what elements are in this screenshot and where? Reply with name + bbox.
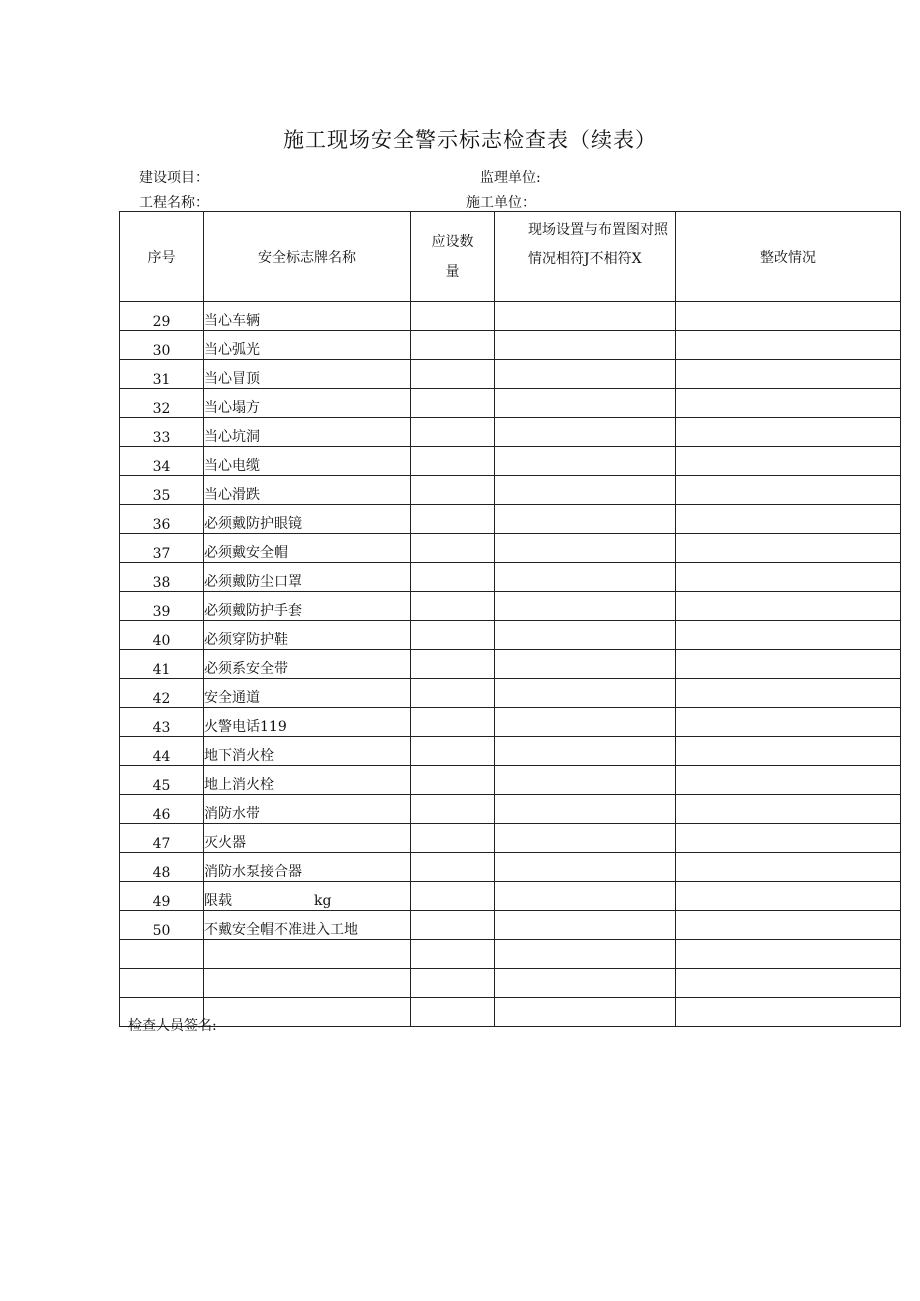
- row-index: [120, 940, 204, 969]
- table-row: [120, 940, 901, 969]
- table-row: [120, 447, 901, 476]
- sign-name-text: 消防水泵接合器: [204, 864, 302, 880]
- fix-cell[interactable]: [676, 882, 901, 911]
- check-cell[interactable]: [495, 302, 676, 331]
- required-cell[interactable]: [411, 592, 495, 621]
- sign-name-text: 地下消火栓: [204, 748, 274, 764]
- required-cell[interactable]: [411, 766, 495, 795]
- header-index: 序号: [120, 212, 204, 302]
- table-row: [120, 882, 901, 911]
- row-index: 30: [120, 331, 204, 360]
- required-cell[interactable]: [411, 360, 495, 389]
- required-cell[interactable]: [411, 940, 495, 969]
- fix-cell[interactable]: [676, 331, 901, 360]
- check-cell[interactable]: [495, 389, 676, 418]
- row-sign-name: [204, 418, 411, 447]
- required-cell[interactable]: [411, 650, 495, 679]
- check-cell[interactable]: [495, 795, 676, 824]
- sign-name-text: 地上消火栓: [204, 777, 274, 793]
- row-sign-name: [204, 737, 411, 766]
- row-index: 39: [120, 592, 204, 621]
- row-sign-name: [204, 534, 411, 563]
- check-cell[interactable]: [495, 534, 676, 563]
- check-cell[interactable]: [495, 679, 676, 708]
- construction-label: 施工单位：: [466, 195, 536, 211]
- row-sign-name: [204, 650, 411, 679]
- fix-cell[interactable]: [676, 737, 901, 766]
- row-sign-name: [204, 592, 411, 621]
- fix-cell[interactable]: [676, 302, 901, 331]
- fix-cell[interactable]: [676, 969, 901, 998]
- fix-cell[interactable]: [676, 795, 901, 824]
- table-row: [120, 708, 901, 737]
- row-index: 43: [120, 708, 204, 737]
- table-header-row: [120, 212, 901, 302]
- required-cell[interactable]: [411, 795, 495, 824]
- row-index: 42: [120, 679, 204, 708]
- table-row: [120, 389, 901, 418]
- row-index: 44: [120, 737, 204, 766]
- row-sign-name: [204, 940, 411, 969]
- table-row: [120, 563, 901, 592]
- row-sign-name: [204, 563, 411, 592]
- row-index: 37: [120, 534, 204, 563]
- row-sign-name: [204, 389, 411, 418]
- check-cell[interactable]: [495, 447, 676, 476]
- row-sign-name: [204, 708, 411, 737]
- check-cell[interactable]: [495, 824, 676, 853]
- fix-cell[interactable]: [676, 389, 901, 418]
- sign-name-text: 当心坑洞: [204, 429, 260, 445]
- fix-cell[interactable]: [676, 563, 901, 592]
- required-cell[interactable]: [411, 389, 495, 418]
- row-index: 29: [120, 302, 204, 331]
- row-index: 34: [120, 447, 204, 476]
- row-index: 49: [120, 882, 204, 911]
- header-check: 现场设置与布置图对照情况相符J不相符X: [495, 212, 676, 302]
- fix-cell[interactable]: [676, 360, 901, 389]
- required-cell[interactable]: [411, 563, 495, 592]
- check-cell[interactable]: [495, 766, 676, 795]
- sign-name-text: 当心车辆: [204, 313, 260, 329]
- row-sign-name: [204, 766, 411, 795]
- sign-name-text: 火警电话119: [204, 719, 287, 735]
- required-cell[interactable]: [411, 331, 495, 360]
- row-sign-name: [204, 447, 411, 476]
- supervisor-label: 监理单位:: [480, 170, 541, 186]
- row-index: [120, 969, 204, 998]
- sign-name-text: 当心弧光: [204, 342, 260, 358]
- row-sign-name: [204, 824, 411, 853]
- fix-cell[interactable]: [676, 592, 901, 621]
- required-cell[interactable]: [411, 998, 495, 1027]
- sign-name-text: 必须系安全带: [204, 661, 288, 677]
- fix-cell[interactable]: [676, 911, 901, 940]
- table-row: [120, 505, 901, 534]
- row-sign-name: [204, 795, 411, 824]
- fix-cell[interactable]: [676, 853, 901, 882]
- check-cell[interactable]: [495, 621, 676, 650]
- row-index: 31: [120, 360, 204, 389]
- table-body: [120, 302, 901, 1027]
- row-index: 35: [120, 476, 204, 505]
- fix-cell[interactable]: [676, 766, 901, 795]
- table-row: [120, 969, 901, 998]
- header-required: 应设数量: [411, 212, 495, 302]
- row-sign-name: [204, 998, 411, 1027]
- sign-name-text: 当心塌方: [204, 400, 260, 416]
- fix-cell[interactable]: [676, 940, 901, 969]
- sign-name-text: 限载: [204, 893, 232, 909]
- fix-cell[interactable]: [676, 534, 901, 563]
- required-cell[interactable]: [411, 447, 495, 476]
- check-cell[interactable]: [495, 331, 676, 360]
- row-index: 46: [120, 795, 204, 824]
- load-unit: kg: [314, 893, 332, 909]
- table-row: [120, 360, 901, 389]
- row-index: 50: [120, 911, 204, 940]
- row-sign-name: [204, 331, 411, 360]
- check-cell[interactable]: [495, 969, 676, 998]
- check-cell[interactable]: [495, 476, 676, 505]
- row-index: 47: [120, 824, 204, 853]
- fix-cell[interactable]: [676, 418, 901, 447]
- check-cell[interactable]: [495, 882, 676, 911]
- table-row: [120, 824, 901, 853]
- row-sign-name: [204, 911, 411, 940]
- check-cell[interactable]: [495, 853, 676, 882]
- row-index: 48: [120, 853, 204, 882]
- table-row: [120, 302, 901, 331]
- table-row: [120, 650, 901, 679]
- required-cell[interactable]: [411, 737, 495, 766]
- table-row: [120, 853, 901, 882]
- required-cell[interactable]: [411, 621, 495, 650]
- table-row: [120, 766, 901, 795]
- row-sign-name: [204, 505, 411, 534]
- check-cell[interactable]: [495, 650, 676, 679]
- required-cell[interactable]: [411, 505, 495, 534]
- row-sign-name: [204, 360, 411, 389]
- fix-cell[interactable]: [676, 476, 901, 505]
- row-index: 32: [120, 389, 204, 418]
- row-index: 38: [120, 563, 204, 592]
- table-row: [120, 621, 901, 650]
- row-sign-name: [204, 302, 411, 331]
- row-sign-name: [204, 476, 411, 505]
- sign-name-text: 必须戴防护手套: [204, 603, 302, 619]
- inspection-table: [119, 211, 901, 1027]
- table-row: [120, 476, 901, 505]
- row-sign-name: [204, 853, 411, 882]
- required-cell[interactable]: [411, 679, 495, 708]
- fix-cell[interactable]: [676, 679, 901, 708]
- signature-label: 检查人员签名:: [128, 1018, 217, 1034]
- required-cell[interactable]: [411, 476, 495, 505]
- sign-name-text: 必须戴防护眼镜: [204, 516, 302, 532]
- sign-name-text: 当心电缆: [204, 458, 260, 474]
- engineering-label: 工程名称：: [139, 195, 209, 211]
- row-index: 41: [120, 650, 204, 679]
- sign-name-text: 消防水带: [204, 806, 260, 822]
- table-row: [120, 911, 901, 940]
- row-sign-name: [204, 882, 411, 911]
- table-row: [120, 737, 901, 766]
- check-cell[interactable]: [495, 998, 676, 1027]
- header-name: 安全标志牌名称: [204, 212, 411, 302]
- page-title: 施工现场安全警示标志检查表（续表）: [283, 128, 657, 152]
- sign-name-text: 必须戴安全帽: [204, 545, 288, 561]
- check-cell[interactable]: [495, 505, 676, 534]
- fix-cell[interactable]: [676, 650, 901, 679]
- required-cell[interactable]: [411, 882, 495, 911]
- row-sign-name: [204, 679, 411, 708]
- row-index: 45: [120, 766, 204, 795]
- required-cell[interactable]: [411, 708, 495, 737]
- row-index: 40: [120, 621, 204, 650]
- table-row: [120, 998, 901, 1027]
- row-index: 36: [120, 505, 204, 534]
- fix-cell[interactable]: [676, 621, 901, 650]
- table-row: [120, 679, 901, 708]
- required-cell[interactable]: [411, 911, 495, 940]
- table-row: [120, 534, 901, 563]
- project-label: 建设项目：: [139, 170, 209, 186]
- row-index: 33: [120, 418, 204, 447]
- check-cell[interactable]: [495, 418, 676, 447]
- required-cell[interactable]: [411, 302, 495, 331]
- table-row: [120, 418, 901, 447]
- table-row: [120, 331, 901, 360]
- fix-cell[interactable]: [676, 708, 901, 737]
- fix-cell[interactable]: [676, 505, 901, 534]
- sign-name-text: 不戴安全帽不准进入工地: [204, 922, 358, 938]
- required-cell[interactable]: [411, 824, 495, 853]
- table-row: [120, 795, 901, 824]
- fix-cell[interactable]: [676, 447, 901, 476]
- row-sign-name: [204, 969, 411, 998]
- header-fix: 整改情况: [676, 212, 901, 302]
- check-cell[interactable]: [495, 911, 676, 940]
- required-cell[interactable]: [411, 853, 495, 882]
- check-cell[interactable]: [495, 940, 676, 969]
- sign-name-text: 必须穿防护鞋: [204, 632, 288, 648]
- check-cell[interactable]: [495, 737, 676, 766]
- required-cell[interactable]: [411, 534, 495, 563]
- fix-cell[interactable]: [676, 824, 901, 853]
- sign-name-text: 安全通道: [204, 690, 260, 706]
- required-cell[interactable]: [411, 418, 495, 447]
- check-cell[interactable]: [495, 563, 676, 592]
- check-cell[interactable]: [495, 592, 676, 621]
- row-sign-name: [204, 621, 411, 650]
- table-row: [120, 592, 901, 621]
- sign-name-text: 当心滑跌: [204, 487, 260, 503]
- sign-name-text: 灭火器: [204, 835, 246, 851]
- check-cell[interactable]: [495, 708, 676, 737]
- check-cell[interactable]: [495, 360, 676, 389]
- fix-cell[interactable]: [676, 998, 901, 1027]
- sign-name-text: 必须戴防尘口罩: [204, 574, 302, 590]
- required-cell[interactable]: [411, 969, 495, 998]
- sign-name-text: 当心冒顶: [204, 371, 260, 387]
